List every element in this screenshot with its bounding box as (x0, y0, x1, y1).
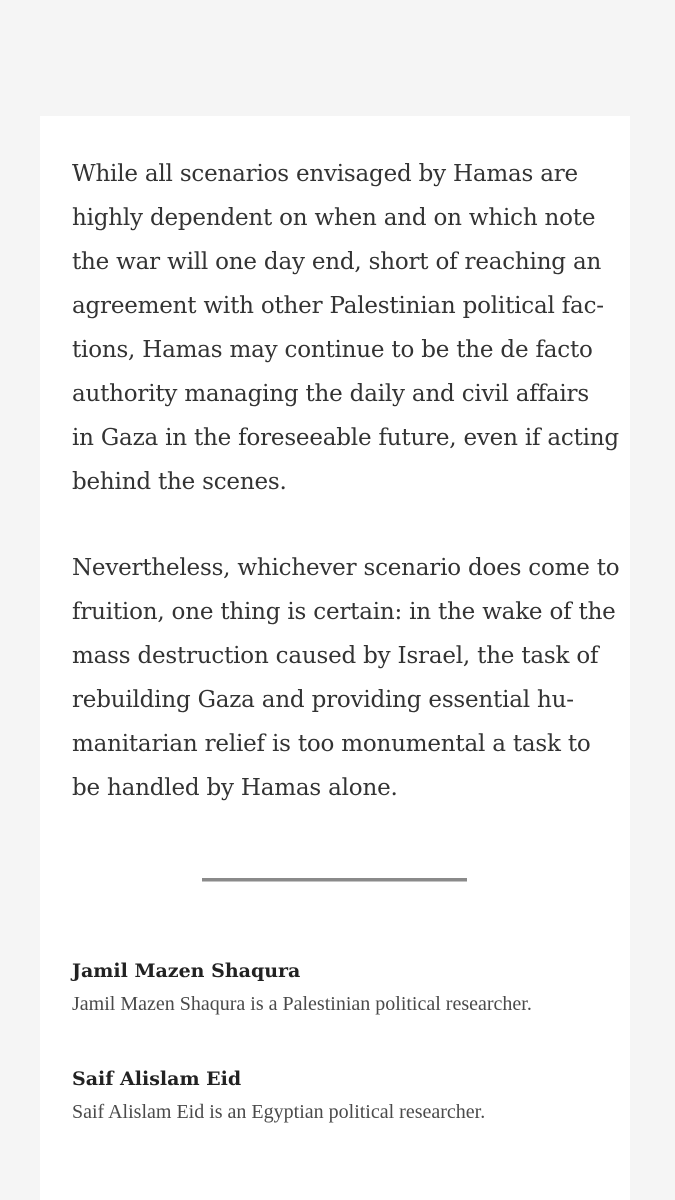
paragraph-line: tions, Hamas may continue to be the de facto (72, 337, 593, 363)
paragraph-line: manitarian relief is too monumental a task to (72, 731, 591, 757)
paragraph-line: Nevertheless, whichever scenario does come to (72, 555, 620, 581)
author-bio-block (72, 1064, 612, 1130)
paragraph-line: rebuilding Gaza and providing essential hu- (72, 687, 574, 713)
author-name[interactable]: Saif Alislam Eid (72, 1068, 242, 1090)
paragraph-line: in Gaza in the foreseeable future, even if acting (72, 425, 619, 451)
paragraph-line: highly dependent on when and on which note (72, 205, 596, 231)
author-bio: Saif Alislam Eid is an Egyptian political researcher. (72, 1101, 486, 1123)
author-bio-block (72, 956, 612, 1022)
section-divider (202, 878, 467, 882)
paragraph-line: behind the scenes. (72, 469, 287, 495)
paragraph-line: While all scenarios envisaged by Hamas are (72, 161, 578, 187)
paragraph-line: mass destruction caused by Israel, the task of (72, 643, 599, 669)
paragraph-line: be handled by Hamas alone. (72, 775, 398, 801)
author-bio: Jamil Mazen Shaqura is a Palestinian political researcher. (72, 993, 532, 1015)
paragraph-line: fruition, one thing is certain: in the wake of the (72, 599, 616, 625)
article-paragraph (72, 152, 619, 504)
article-card (40, 116, 630, 1200)
article-paragraph (72, 546, 620, 810)
author-name[interactable]: Jamil Mazen Shaqura (72, 960, 301, 982)
paragraph-line: agreement with other Palestinian political fac- (72, 293, 604, 319)
paragraph-line: authority managing the daily and civil affairs (72, 381, 589, 407)
paragraph-line: the war will one day end, short of reaching an (72, 249, 602, 275)
